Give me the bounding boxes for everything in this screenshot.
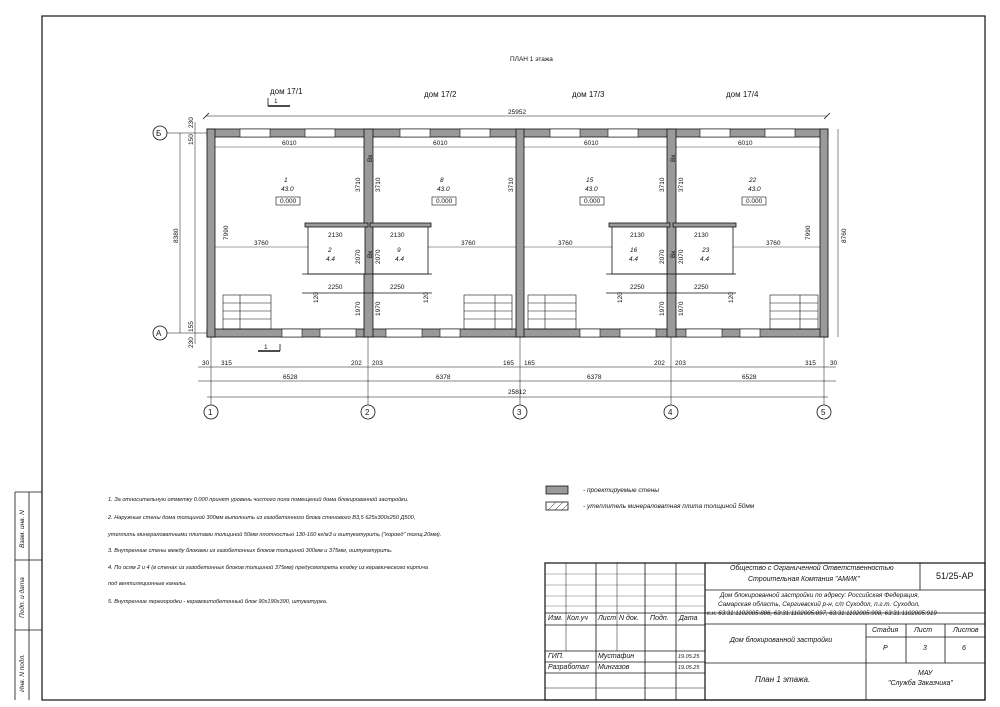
section-marker-bottom: 1 [264,344,268,351]
room-mark: 0.000 [436,198,453,205]
legend-swatch-walls [546,486,568,494]
dim-inner-width: 3760 [461,240,476,247]
note-4: 4. По осям 2 и 4 (в стенах из газобетонных блоков толщиной 375мм) предусмотреть кладку из керамического кирпича [108,565,428,571]
note-2: 2. Наружные стены дома толщиной 300мм выполнить из газобетонного блока стенового В3,5 625х300х250 Д500, [108,515,416,521]
dim-room-width: 6010 [738,140,753,147]
dim-lower-bath: 2250 [390,284,405,291]
dim-120: 120 [313,292,320,303]
stamp-header-date: Дата [679,615,698,622]
room-number: 22 [749,177,757,184]
dim-bath-width: 2130 [390,232,405,239]
building-walls [207,129,828,337]
dim-room-depth: 3710 [508,177,515,192]
dim-165: 165 [524,360,535,367]
dim-room-width: 6010 [584,140,599,147]
room-mark: 0.000 [746,198,763,205]
dim-room-width: 6010 [433,140,448,147]
room-area: 43.0 [748,186,761,193]
bath-number: 16 [630,247,638,254]
stamp-address-3: к.н. 63:31:1102005:886, 63:31:1102005:897, 63:31:1102005:908, 63:31:1102005:919 [707,610,937,617]
dim-room-depth: 3710 [375,177,382,192]
dim-inner-width: 3760 [766,240,781,247]
axis-label-1: 1 [208,408,213,417]
stamp-sheet-header: Лист [914,627,933,634]
dim-30: 30 [202,360,210,367]
note-4b: под вентиляционные каналы. [108,581,187,587]
dim-inner-width: 3760 [558,240,573,247]
stamp-header-list: Лист [598,615,617,622]
house-label-1: дом 17/1 [270,87,303,96]
stamp-header-doc: N док. [619,615,640,622]
dim-230-bottom: 230 [188,337,195,348]
stamp-role-gip: ГИП. [548,653,564,660]
room-area: 43.0 [585,186,598,193]
dim-315: 315 [221,360,232,367]
stamp-header-sign: Подп. [650,615,669,622]
plan-title: ПЛАН 1 этажа [510,56,553,63]
dim-inner-width: 3760 [254,240,269,247]
vent-label: Вк [367,250,374,258]
room-area: 43.0 [437,186,450,193]
dim-room-width: 6010 [282,140,297,147]
stamp-sheets: 6 [962,645,966,652]
note-3: 3. Внутренние стены между блоками из газобетонных блоков толщиной 300мм и 375мм, оштукатурить. [108,548,393,554]
stamp-company-1: Общество с Ограниченной Ответственностью [730,565,894,572]
room-number: 8 [440,177,444,184]
dim-bath-width: 2130 [630,232,645,239]
dim-inner-height: 7990 [805,225,812,240]
stamp-sheet: 3 [923,645,927,652]
room-mark: 0.000 [584,198,601,205]
dim-30: 30 [830,360,838,367]
bath-number: 9 [397,247,401,254]
stamp-stage-header: Стадия [872,627,899,634]
room-1 [276,177,300,205]
section-marker-top: 1 [274,98,278,105]
dim-230: 230 [188,117,195,128]
vent-label: Вк [670,154,677,162]
dim-room-depth: 3710 [355,177,362,192]
side-label-sign: Подп. и дата [19,577,26,618]
side-label-replace: Взам. инв. N [19,510,26,548]
dim-203: 203 [675,360,686,367]
stamp-address-1: Дом блокированной застройки по адресу: Российская Федерация, [720,592,920,599]
dim-lower-depth: 1970 [678,301,685,316]
stamp-address-2: Самарская область, Сергиевский р-н, с/п Суходол, п.г.т. Суходол, [718,601,920,608]
dim-202: 202 [654,360,665,367]
stamp-date-dev: 19.05.25 [678,665,700,671]
axis-label-3: 3 [517,408,522,417]
stamp-header-kol: Кол.уч [567,615,588,622]
note-1: 1. За относительную отметку 0.000 принят уровень чистого пола помещений дома блокированной застройки. [108,497,409,503]
axis-label-5: 5 [821,408,826,417]
dim-lower-bath: 2250 [694,284,709,291]
house-label-2: дом 17/2 [424,90,457,99]
dim-155: 155 [188,321,195,332]
axis-label-4: 4 [668,408,673,417]
dim-right-height: 8760 [841,228,848,243]
bath-area: 4.4 [629,256,639,263]
stamp-stage: Р [883,645,888,652]
dim-left-height: 8380 [173,228,180,243]
dim-bath-depth: 2070 [355,249,362,264]
dim-202: 202 [351,360,362,367]
dim-overall-top: 25952 [508,109,527,116]
dim-6528: 6528 [283,374,298,381]
room-number: 15 [586,177,594,184]
dim-120: 120 [423,292,430,303]
stamp-org-1: МАУ [918,670,933,677]
stamp-org-2: "Служба Заказчика" [888,680,953,687]
note-2b: утеплить минераловатными плитами толщиной 50мм плотностью 130-160 кг/м3 и оштукатурить ("короед" толщ.20мм). [108,532,442,538]
room-mark: 0.000 [280,198,297,205]
dim-lower-depth: 1970 [375,301,382,316]
dim-120: 120 [728,292,735,303]
dim-overall-bottom: 25812 [508,389,527,396]
side-label-inv: Инв. N подл. [19,654,26,692]
dim-lower-depth: 1970 [659,301,666,316]
bath-area: 4.4 [395,256,405,263]
house-label-3: дом 17/3 [572,90,605,99]
bath-area: 4.4 [326,256,336,263]
axis-label-2: 2 [365,408,370,417]
bath-number: 23 [702,247,710,254]
dim-120: 120 [617,292,624,303]
dim-bath-width: 2130 [694,232,709,239]
house-label-4: дом 17/4 [726,90,759,99]
dim-inner-height: 7990 [223,225,230,240]
dim-6378: 6378 [587,374,602,381]
dim-bath-depth: 2070 [659,249,666,264]
room-22 [742,177,766,205]
room-8 [432,177,456,205]
stamp-company-2: Строительная Компания "АМИК" [748,576,860,583]
stamp-object-name: Дом блокированной застройки [730,637,833,644]
room-area: 43.0 [281,186,294,193]
stamp-name-dev: Мингазов [598,664,630,671]
legend-text-walls: - проектируемые стены [583,487,660,494]
stamp-sheets-header: Листов [953,627,979,634]
stamp-code: 51/25-АР [936,571,974,581]
vent-label: Вк [367,154,374,162]
dim-bath-width: 2130 [328,232,343,239]
dim-165: 165 [503,360,514,367]
axis-label-a: А [156,329,162,338]
stamp-header-izm: Изм. [548,615,563,622]
dim-bath-depth: 2070 [678,249,685,264]
dim-room-depth: 3710 [678,177,685,192]
dim-bath-depth: 2070 [375,249,382,264]
stamp-date-gip: 19.05.25 [678,654,700,660]
axis-label-b: Б [156,129,162,138]
dim-315: 315 [805,360,816,367]
legend-text-insulation: - утеплитель минераловатная плита толщиной 50мм [583,503,755,510]
vent-label: Вк [670,250,677,258]
stamp-drawing-title: План 1 этажа. [755,675,811,684]
dim-lower-bath: 2250 [328,284,343,291]
bath-area: 4.4 [700,256,710,263]
dim-150: 150 [188,134,195,145]
room-15 [580,177,604,205]
dim-lower-bath: 2250 [630,284,645,291]
note-5: 5. Внутренние перегородки - керамзитобетонный блок 90х190х390, штукатурка. [108,599,328,605]
dim-room-depth: 3710 [659,177,666,192]
dim-6528: 6528 [742,374,757,381]
stamp-name-gip: Мустафин [598,653,635,660]
dim-6378: 6378 [436,374,451,381]
room-number: 1 [284,177,288,184]
bath-number: 2 [328,247,332,254]
dim-203: 203 [372,360,383,367]
stamp-role-dev: Разработал [548,664,589,671]
dim-lower-depth: 1970 [355,301,362,316]
